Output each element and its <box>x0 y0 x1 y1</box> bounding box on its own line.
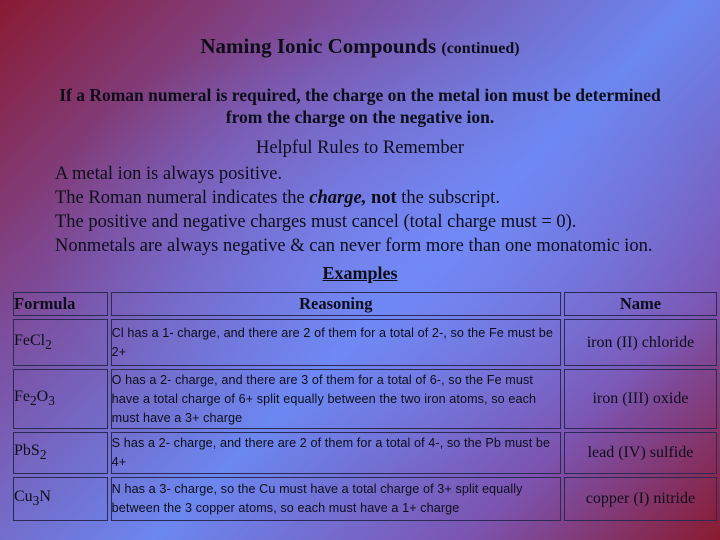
formula-subscript: 2 <box>45 337 52 353</box>
name-cell: copper (I) nitride <box>564 477 717 521</box>
header-reasoning: Reasoning <box>111 292 561 316</box>
formula-part: N <box>39 488 51 506</box>
examples-heading: Examples <box>322 263 398 283</box>
formula-part: Pb <box>14 442 31 460</box>
formula-cell <box>13 432 108 474</box>
formula-part: Cl <box>30 331 46 349</box>
formula-subscript: 3 <box>32 493 40 509</box>
formula-cell <box>13 319 108 366</box>
formula-part: S <box>30 442 40 460</box>
name-cell: lead (IV) sulfide <box>564 432 717 474</box>
reasoning-cell: Cl has a 1- charge, and there are 2 of them for a total of 2-, so the Fe must be 2+ <box>111 319 561 366</box>
table-row <box>13 319 717 366</box>
formula-part: Cu <box>14 488 33 506</box>
table-row <box>13 432 717 474</box>
name-cell: iron (III) oxide <box>564 369 717 429</box>
formula-part: Fe <box>14 388 30 406</box>
formula-subscript: 3 <box>48 393 55 409</box>
rule-2 <box>55 186 652 210</box>
header-formula: Formula <box>13 292 108 316</box>
formula-cell <box>13 369 108 429</box>
rule-2-pre: The Roman numeral indicates the <box>55 188 310 208</box>
rule-2-charge: charge, <box>309 188 367 208</box>
rule-4: Nonmetals are always negative & can never form more than one monatomic ion. <box>55 236 653 256</box>
formula-cell <box>13 477 108 521</box>
examples-table <box>10 289 720 524</box>
table-header-row <box>13 292 717 316</box>
rule-2-post: the subscript. <box>396 188 500 208</box>
title-main: Naming Ionic Compounds <box>200 34 437 58</box>
rules-heading: Helpful Rules to Remember <box>255 138 465 158</box>
formula-part: Fe <box>14 331 30 349</box>
reasoning-cell: N has a 3- charge, so the Cu must have a total charge of 3+ split equally between the 3 copper atoms, so each must have a 1+ charge <box>111 477 561 521</box>
reasoning-cell: O has a 2- charge, and there are 3 of them for a total of 6-, so the Fe must have a total charge of 6+ split equally between the two iron atoms, so each must have a 3+ charge <box>111 369 561 429</box>
formula-subscript: 2 <box>30 393 37 409</box>
slide-title <box>0 34 720 59</box>
rule-1: A metal ion is always positive. <box>55 164 283 184</box>
name-cell: iron (II) chloride <box>564 319 717 366</box>
formula-subscript: 2 <box>39 447 47 463</box>
formula-part: O <box>36 388 49 406</box>
table-row <box>13 369 717 429</box>
header-name: Name <box>564 292 717 316</box>
rules-list <box>55 162 652 258</box>
rule-2-not: not <box>366 188 397 208</box>
table-row <box>13 477 717 521</box>
intro-text: If a Roman numeral is required, the charge on the metal ion must be determined from the charge on the negative ion. <box>59 85 661 127</box>
title-sub: (continued) <box>441 40 520 57</box>
rule-3: The positive and negative charges must cancel (total charge must = 0). <box>55 212 577 232</box>
reasoning-cell: S has a 2- charge, and there are 2 of them for a total of 4-, so the Pb must be 4+ <box>111 432 561 474</box>
